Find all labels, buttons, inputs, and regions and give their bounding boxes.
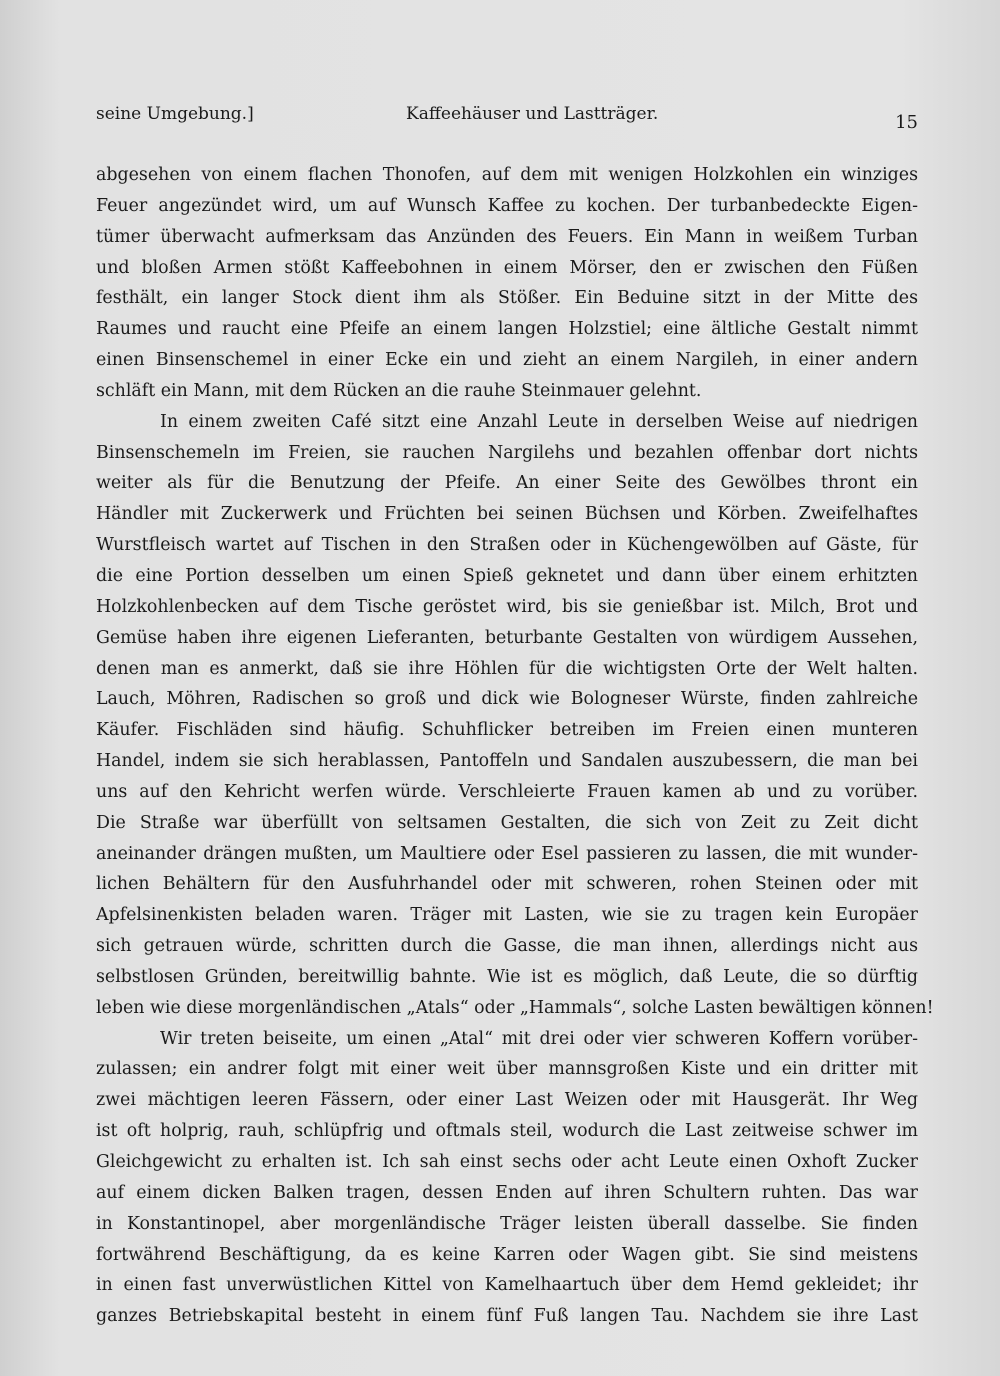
text-line: Binsenschemeln im Freien, sie rauchen Nargilehs und bezahlen offenbar dort nichts	[96, 442, 918, 463]
text-line: abgesehen von einem flachen Thonofen, auf dem mit wenigen Holzkohlen ein winziges	[96, 165, 918, 185]
text-line: ist oft holprig, rauh, schlüpfrig und oftmals steil, wodurch die Last zeitweise schwer im	[96, 1121, 918, 1142]
header-chapter-title: Kaffeehäuser und Lastträger.	[406, 104, 659, 124]
header-section-title: seine Umgebung.]	[96, 104, 254, 124]
text-line: sich getrauen würde, schritten durch die Gasse, die man ihnen, allerdings nicht aus	[96, 936, 918, 957]
text-line: in Konstantinopel, aber morgenländische Träger leisten überall dasselbe. Sie finden	[96, 1213, 918, 1234]
text-line: denen man es anmerkt, daß sie ihre Höhlen für die wichtigsten Orte der Welt halten.	[96, 658, 918, 679]
text-line: die eine Portion desselben um einen Spieß geknetet und dann über einem erhitzten	[96, 565, 918, 586]
paragraph-start-line: Wir treten beiseite, um einen „Atal“ mit drei oder vier schweren Koffern vorüber-	[160, 1028, 918, 1049]
text-line: Handel, indem sie sich herablassen, Pantoffeln und Sandalen auszubessern, die man bei	[96, 751, 918, 772]
text-line: festhält, ein langer Stock dient ihm als Stößer. Ein Beduine sitzt in der Mitte des	[96, 288, 918, 309]
text-line: einen Binsenschemel in einer Ecke ein und zieht an einem Nargileh, in einer andern	[96, 350, 918, 371]
text-line: Käufer. Fischläden sind häufig. Schuhflicker betreiben im Freien einen munteren	[96, 720, 918, 741]
text-line: ganzes Betriebskapital besteht in einem fünf Fuß langen Tau. Nachdem sie ihre Last	[96, 1306, 918, 1327]
text-line: Holzkohlenbecken auf dem Tische geröstet wird, bis sie genießbar ist. Milch, Brot und	[96, 596, 918, 617]
text-line: Händler mit Zuckerwerk und Früchten bei seinen Büchsen und Körben. Zweifelhaftes	[96, 504, 918, 525]
text-line: zwei mächtigen leeren Fässern, oder einer Last Weizen oder mit Hausgerät. Ihr Weg	[96, 1090, 918, 1111]
text-line: weiter als für die Benutzung der Pfeife. An einer Seite des Gewölbes thront ein	[96, 473, 918, 494]
text-line: tümer überwacht aufmerksam das Anzünden des Feuers. Ein Mann in weißem Turban	[96, 226, 918, 247]
text-line: Feuer angezündet wird, um auf Wunsch Kaffee zu kochen. Der turbanbedeckte Eigen-	[96, 195, 918, 216]
paragraph-start-line: In einem zweiten Café sitzt eine Anzahl Leute in derselben Weise auf niedrigen	[160, 411, 918, 432]
text-line: Gleichgewicht zu erhalten ist. Ich sah einst sechs oder acht Leute einen Oxhoft Zucker	[96, 1152, 918, 1172]
text-line: in einen fast unverwüstlichen Kittel von Kamelhaartuch über dem Hemd gekleidet; ihr	[96, 1275, 918, 1296]
running-header	[96, 104, 918, 134]
text-line: auf einem dicken Balken tragen, dessen Enden auf ihren Schultern ruhten. Das war	[96, 1182, 918, 1203]
text-line: und bloßen Armen stößt Kaffeebohnen in einem Mörser, den er zwischen den Füßen	[96, 257, 918, 278]
text-line: fortwährend Beschäftigung, da es keine Karren oder Wagen gibt. Sie sind meistens	[96, 1244, 918, 1265]
text-line: Apfelsinenkisten beladen waren. Träger mit Lasten, wie sie zu tragen kein Europäer	[96, 905, 918, 926]
text-line: lichen Behältern für den Ausfuhrhandel oder mit schweren, rohen Steinen oder mit	[96, 874, 918, 895]
text-line: Lauch, Möhren, Radischen so groß und dick wie Bologneser Würste, finden zahlreiche	[96, 689, 918, 710]
page-number: 15	[895, 112, 918, 133]
text-line: Die Straße war überfüllt von seltsamen Gestalten, die sich von Zeit zu Zeit dicht	[96, 812, 918, 833]
text-line: selbstlosen Gründen, bereitwillig bahnte. Wie ist es möglich, daß Leute, die so dürftig	[96, 966, 918, 987]
text-line: Gemüse haben ihre eigenen Lieferanten, beturbante Gestalten von würdigem Aussehen,	[96, 627, 918, 648]
text-line: leben wie diese morgenländischen „Atals“ oder „Hammals“, solche Lasten bewältigen können!	[96, 997, 934, 1018]
text-line: Wurstfleisch wartet auf Tischen in den Straßen oder in Küchengewölben auf Gäste, für	[96, 535, 918, 556]
body-text	[96, 160, 934, 1332]
text-line: Raumes und raucht eine Pfeife an einem langen Holzstiel; eine ältliche Gestalt nimmt	[96, 319, 918, 340]
text-line: uns auf den Kehricht werfen würde. Verschleierte Frauen kamen ab und zu vorüber.	[96, 781, 918, 802]
text-line: schläft ein Mann, mit dem Rücken an die rauhe Steinmauer gelehnt.	[96, 380, 702, 401]
text-line: zulassen; ein andrer folgt mit einer weit über mannsgroßen Kiste und ein dritter mit	[96, 1059, 918, 1080]
text-line: aneinander drängen mußten, um Maultiere oder Esel passieren zu lassen, die mit wunder-	[96, 843, 918, 864]
